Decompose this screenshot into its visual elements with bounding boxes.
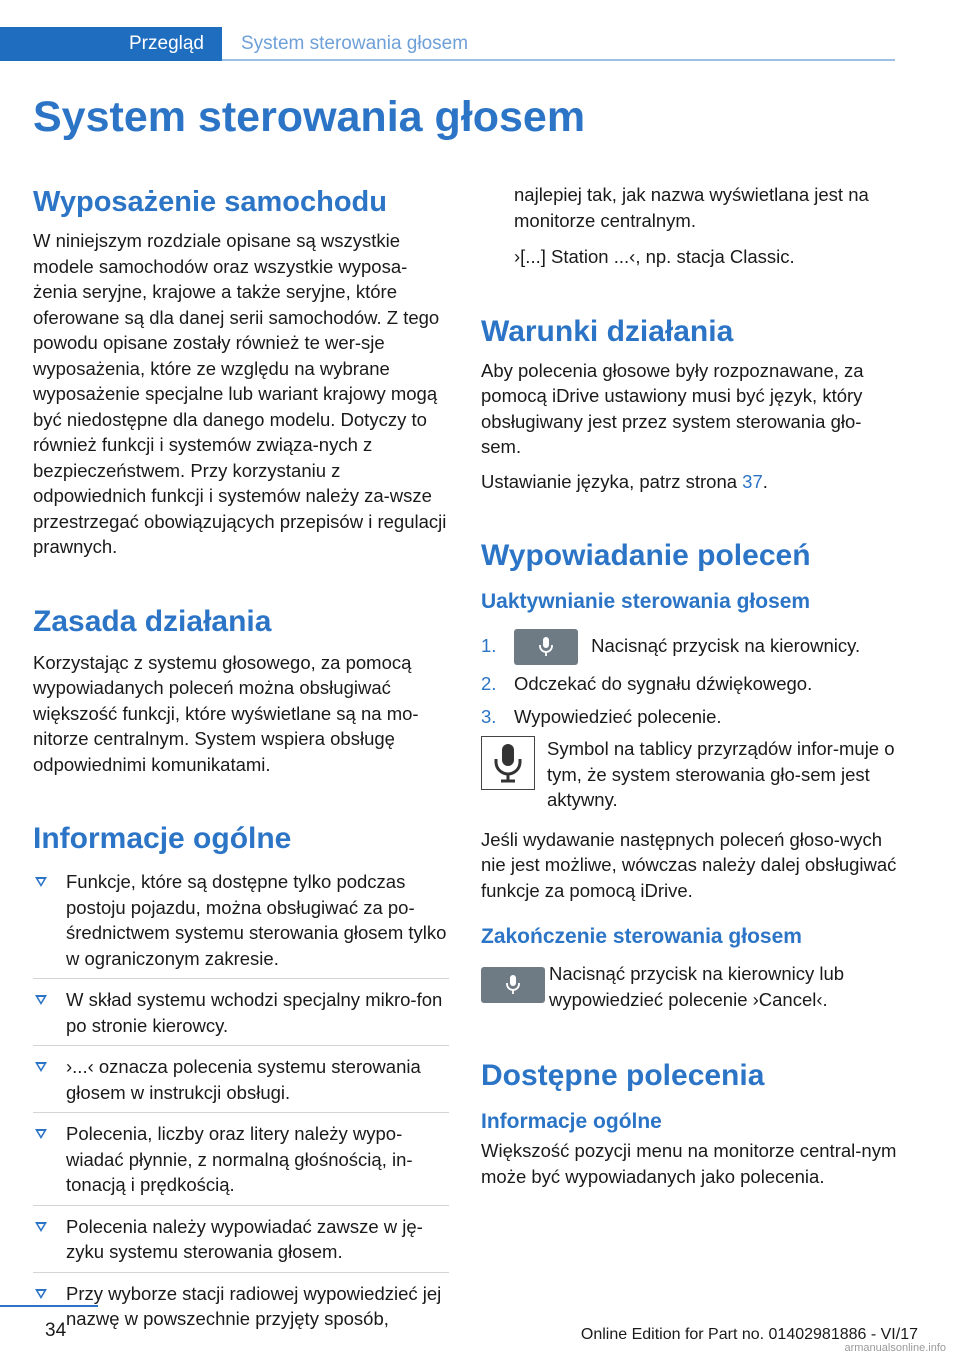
paragraph-available: Większość pozycji menu na monitorze central‐nym może być wypowiadanych jako polecenia. [481, 1140, 897, 1187]
paragraph-continued: najlepiej tak, jak nazwa wyświetlana jest na monitorze centralnym. [514, 184, 869, 231]
left-column [33, 182, 449, 1347]
header-tabbar [0, 27, 895, 63]
page-link[interactable]: 37 [742, 470, 763, 492]
subheading-activate: Uaktywnianie sterowania głosem [481, 590, 811, 613]
paragraph-fallback: Jeśli wydawanie następnych poleceń głoso‐wych nie jest możliwe, wówczas należy dalej obsługiwać funkcje za pomocą iDrive. [481, 828, 897, 901]
paragraph-example: ›[...] Station ...‹, np. stacja Classic. [514, 246, 795, 267]
tab-overview-label: Przegląd [129, 33, 204, 54]
edition-text: Online Edition for Part no. 01402981886 - VI/17 [580, 1326, 918, 1343]
list-item: 1. Nacisnąć przycisk na kierownicy. [481, 628, 897, 664]
list-item: Polecenia należy wypowiadać zawsze w ję‐zyku systemu sterowania głosem. [33, 1214, 449, 1273]
general-info-list [33, 869, 449, 1339]
heading-available: Dostępne polecenia [481, 1059, 765, 1092]
header-rule [222, 59, 895, 61]
paragraph-symbol: Symbol na tablicy przyrządów infor‐muje o tym, że system sterowania gło‐sem jest aktywny. [547, 738, 895, 810]
list-item: Polecenia, liczby oraz litery należy wypo‐wiadać płynnie, z normalną głośnością, in‐tonacją i prędkością. [33, 1121, 449, 1206]
list-item: 2. Odczekać do sygnału dźwiękowego. [481, 673, 813, 694]
list-item: 3. Wypowiedzieć polecenie. [481, 705, 722, 727]
heading-general-info: Informacje ogólne [33, 822, 292, 855]
heading-conditions: Warunki działania [481, 314, 734, 348]
end-voice-note [481, 961, 897, 1012]
microphone-button-icon [481, 967, 545, 1003]
page-number: 34 [45, 1320, 67, 1341]
microphone-symbol-icon [481, 736, 535, 790]
heading-principle: Zasada działania [33, 604, 272, 638]
footer-rule [0, 1305, 98, 1307]
list-item: ›...‹ oznacza polecenia systemu sterowania głosem w instrukcji obsługi. [33, 1054, 449, 1113]
symbol-note [481, 736, 897, 813]
page-title: System sterowania głosem [33, 93, 586, 141]
tab-section[interactable]: System sterowania głosem [241, 33, 469, 54]
microphone-button-icon [514, 629, 578, 665]
list-item: Przy wyborze stacji radiowej wypowiedzieć jej nazwę w powszechnie przyjęty sposób, [33, 1281, 449, 1339]
paragraph-principle: Korzystając z systemu głosowego, za pomocą wypowiadanych poleceń można obsługiwać większość funkcji, które wyświetlane są na mo‐nitorze centralnym. System wspiera obsługę odpowiednimi komunikatami. [33, 651, 419, 775]
list-item: Funkcje, które są dostępne tylko podczas postoju pojazdu, można obsługiwać za po‐średnictwem systemu sterowania głosem tylko w ograniczonym zakresie. [33, 869, 449, 979]
subheading-general: Informacje ogólne [481, 1110, 662, 1133]
heading-commands: Wypowiadanie poleceń [481, 539, 811, 572]
steps-list [481, 628, 897, 729]
right-column [481, 182, 897, 1189]
tab-overview[interactable] [0, 27, 222, 61]
paragraph-equipment: W niniejszym rozdziale opisane są wszystkie modele samochodów oraz wszystkie wyposa‐żenia seryjne, krajowe a także seryjne, które oferowane są dla danej serii samochodów. Z tego powodu opisane zostały również te wer‐sje wyposażenia, które ze względu na wybrane wyposażenie specjalne lub wariant krajowy mogą być niedostępne dla danego modelu. Dotyczy to również funkcji i systemów związa‐nych z bezpieczeństwem. Przy korzystaniu z odpowiednich funkcji i systemów należy za‐wsze przestrzegać obowiązujących przepisów i regulacji prawnych. [33, 230, 447, 557]
paragraph-end: Nacisnąć przycisk na kierownicy lub wypowiedzieć polecenie ›Cancel‹. [549, 963, 845, 1010]
watermark: armanualsonline.info [844, 1342, 946, 1354]
subheading-end: Zakończenie sterowania głosem [481, 925, 802, 948]
heading-equipment: Wyposażenie samochodu [33, 186, 387, 218]
paragraph-language: Ustawianie języka, patrz strona 37. [481, 470, 768, 492]
paragraph-conditions: Aby polecenia głosowe były rozpoznawane, za pomocą iDrive ustawiony musi być język, który obsługiwany jest przez system sterowania gło‐sem. [481, 359, 864, 457]
list-item: W skład systemu wchodzi specjalny mikro‐fon po stronie kierowcy. [33, 987, 449, 1046]
